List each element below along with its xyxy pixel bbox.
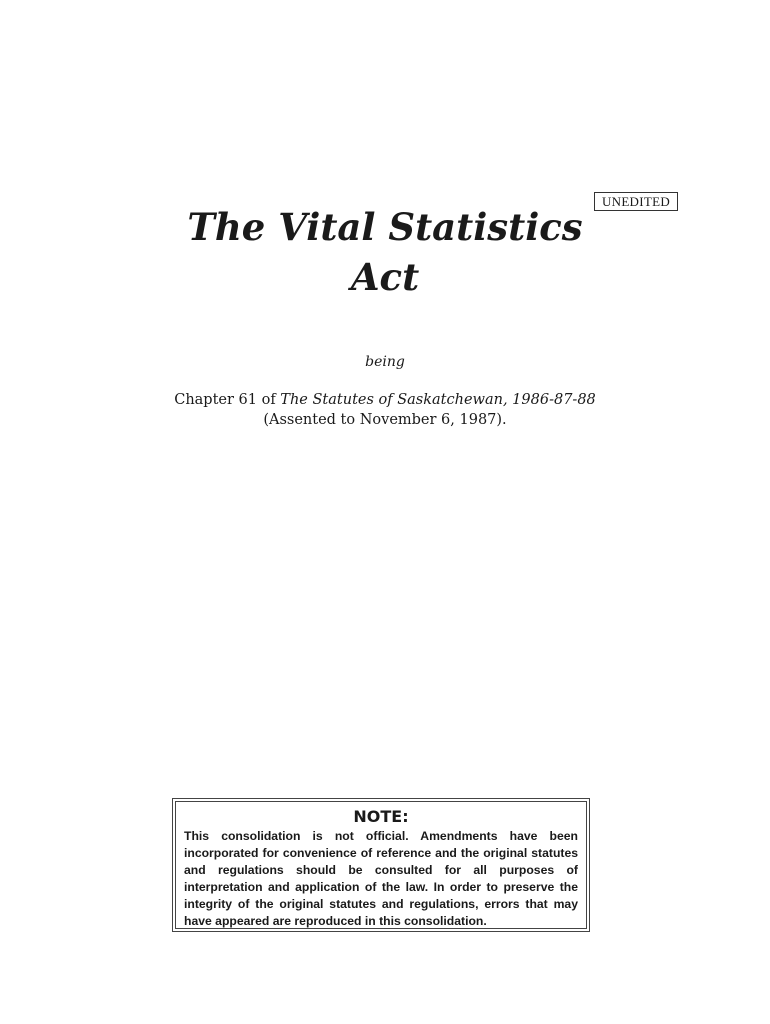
chapter-line	[160, 390, 610, 410]
note-body: This consolidation is not official. Amendments have been incorporated for convenience of reference and the original statutes and regulations should be consulted for all purposes of interpretation and application of the law. In order to preserve the integrity of the original statutes and regulations, errors that may have appeared are reproduced in this consolidation.	[184, 829, 578, 928]
note-inner-frame	[175, 801, 587, 929]
note-box	[172, 798, 590, 932]
being-label: being	[365, 354, 405, 370]
title-line-2: Act	[350, 255, 420, 299]
document-title	[150, 202, 620, 302]
assented-date: (Assented to November 6, 1987).	[263, 412, 507, 428]
chapter-prefix: Chapter 61 of	[174, 392, 281, 408]
chapter-citation	[160, 390, 610, 430]
title-line-1: The Vital Statistics	[187, 205, 583, 249]
statute-name: The Statutes of Saskatchewan, 1986-87-88	[280, 392, 596, 408]
note-heading: NOTE:	[353, 807, 409, 826]
unedited-badge: UNEDITED	[594, 192, 678, 211]
